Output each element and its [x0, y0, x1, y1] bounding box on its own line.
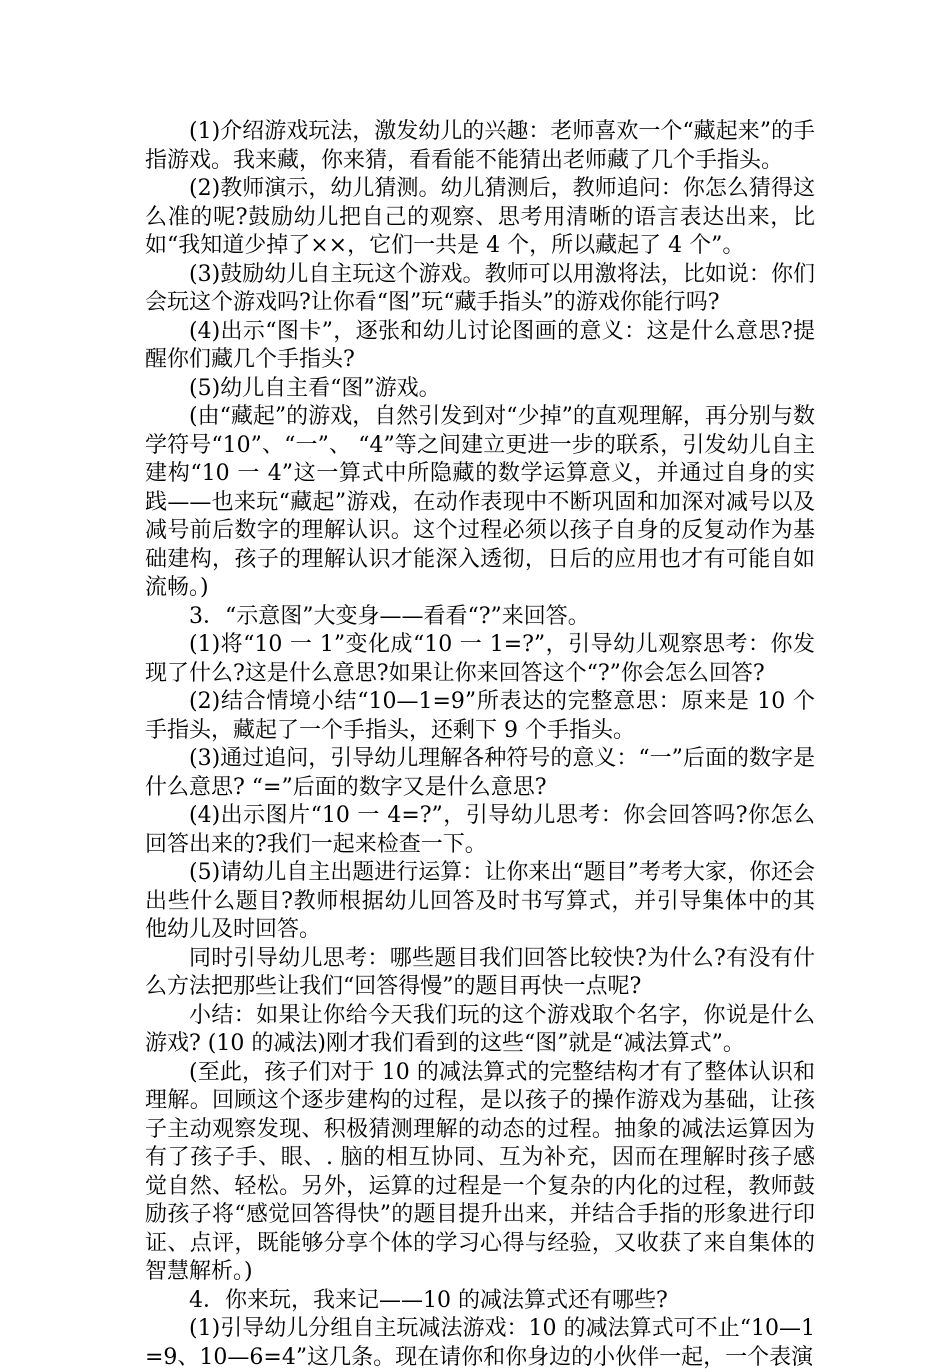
paragraph-game-intro: (1)介绍游戏玩法，激发幼儿的兴趣：老师喜欢一个“藏起来”的手指游戏。我来藏，你来猜，看看能不能猜出老师藏了几个手指头。	[145, 119, 815, 173]
paragraph-conclusion: 小结：如果让你给今天我们玩的这个游戏取个名字，你说是什么游戏? (10 的减法)刚才我们看到的这些“图”就是“减法算式”。	[145, 1002, 815, 1056]
paragraph-self-questions: (5)请幼儿自主出题进行运算：让你来出“题目”考考大家，你还会出些什么题目?教师根据幼儿回答及时书写算式，并引导集体中的其他幼儿及时回答。	[145, 860, 815, 942]
document-body	[145, 118, 815, 1372]
paragraph-show-picture: (4)出示图片“10 一 4=?”，引导幼儿思考：你会回答吗?你怎么回答出来的?我们一起来检查一下。	[145, 803, 815, 857]
paragraph-question-mark: (1)将“10 一 1”变化成“10 一 1=?”，引导幼儿观察思考：你发现了什么?这是什么意思?如果让你来回答这个“?”你会怎么回答?	[145, 632, 815, 686]
paragraph-commentary-1: (由“藏起”的游戏，自然引发到对“少掉”的直观理解，再分别与数学符号“10”、“一”、 “4”等之间建立更进一步的联系，引发幼儿自主建构“10 一 4”这一算式中所隐藏的数学运算意义，并通过自身的实践——也来玩“藏起”游戏，在动作表现中不断巩固和加深对减号以及减号前后数字的理解认识。这个过程必须以孩子自身的反复动作为基础建构，孩子的理解认识才能深入透彻，日后的应用也才有可能自如流畅。)	[145, 404, 815, 600]
section-heading-4: 4．你来玩，我来记——10 的减法算式还有哪些?	[189, 1287, 668, 1313]
section-heading-3: 3．“示意图”大变身——看看“?”来回答。	[189, 603, 590, 629]
paragraph-encourage-play: (3)鼓励幼儿自主玩这个游戏。教师可以用激将法，比如说：你们会玩这个游戏吗?让你看“图”玩“藏手指头”的游戏你能行吗?	[145, 261, 815, 315]
paragraph-show-cards: (4)出示“图卡”，逐张和幼儿讨论图画的意义：这是什么意思?提醒你们藏几个手指头?	[145, 318, 815, 372]
paragraph-symbol-meaning: (3)通过追问，引导幼儿理解各种符号的意义：“一”后面的数字是什么意思? “=”后面的数字又是什么意思?	[145, 746, 815, 800]
paragraph-think-fast: 同时引导幼儿思考：哪些题目我们回答比较快?为什么?有没有什么方法把那些让我们“回答得慢”的题目再快一点呢?	[145, 945, 815, 999]
paragraph-group-play: (1)引导幼儿分组自主玩减法游戏：10 的减法算式可不止“10—1=9、10—6=4”这几条。现在请你和你身边的小伙伴一起，一个表演	[145, 1316, 815, 1370]
paragraph-self-play: (5)幼儿自主看“图”游戏。	[189, 375, 441, 401]
paragraph-summary-equation: (2)结合情境小结“10—1=9”所表达的完整意思：原来是 10 个手指头，藏起了一个手指头，还剩下 9 个手指头。	[145, 689, 815, 743]
paragraph-teacher-demo: (2)教师演示，幼儿猜测。幼儿猜测后，教师追问：你怎么猜得这么准的呢?鼓励幼儿把自己的观察、思考用清晰的语言表达出来，比如“我知道少掉了××，它们一共是 4 个，所以藏起了 4 个”。	[145, 176, 815, 258]
paragraph-commentary-2: (至此，孩子们对于 10 的减法算式的完整结构才有了整体认识和理解。回顾这个逐步建构的过程，是以孩子的操作游戏为基础，让孩子主动观察发现、积极猜测理解的动态的过程。抽象的减法运算因为有了孩子手、眼、. 脑的相互协同、互为补充，因而在理解时孩子感觉自然、轻松。另外，运算的过程是一个复杂的内化的过程，教师鼓励孩子将“感觉回答得快”的题目提升出来，并结合手指的形象进行印证、点评，既能够分享个体的学习心得与经验，又收获了来自集体的智慧解析。)	[145, 1059, 815, 1284]
